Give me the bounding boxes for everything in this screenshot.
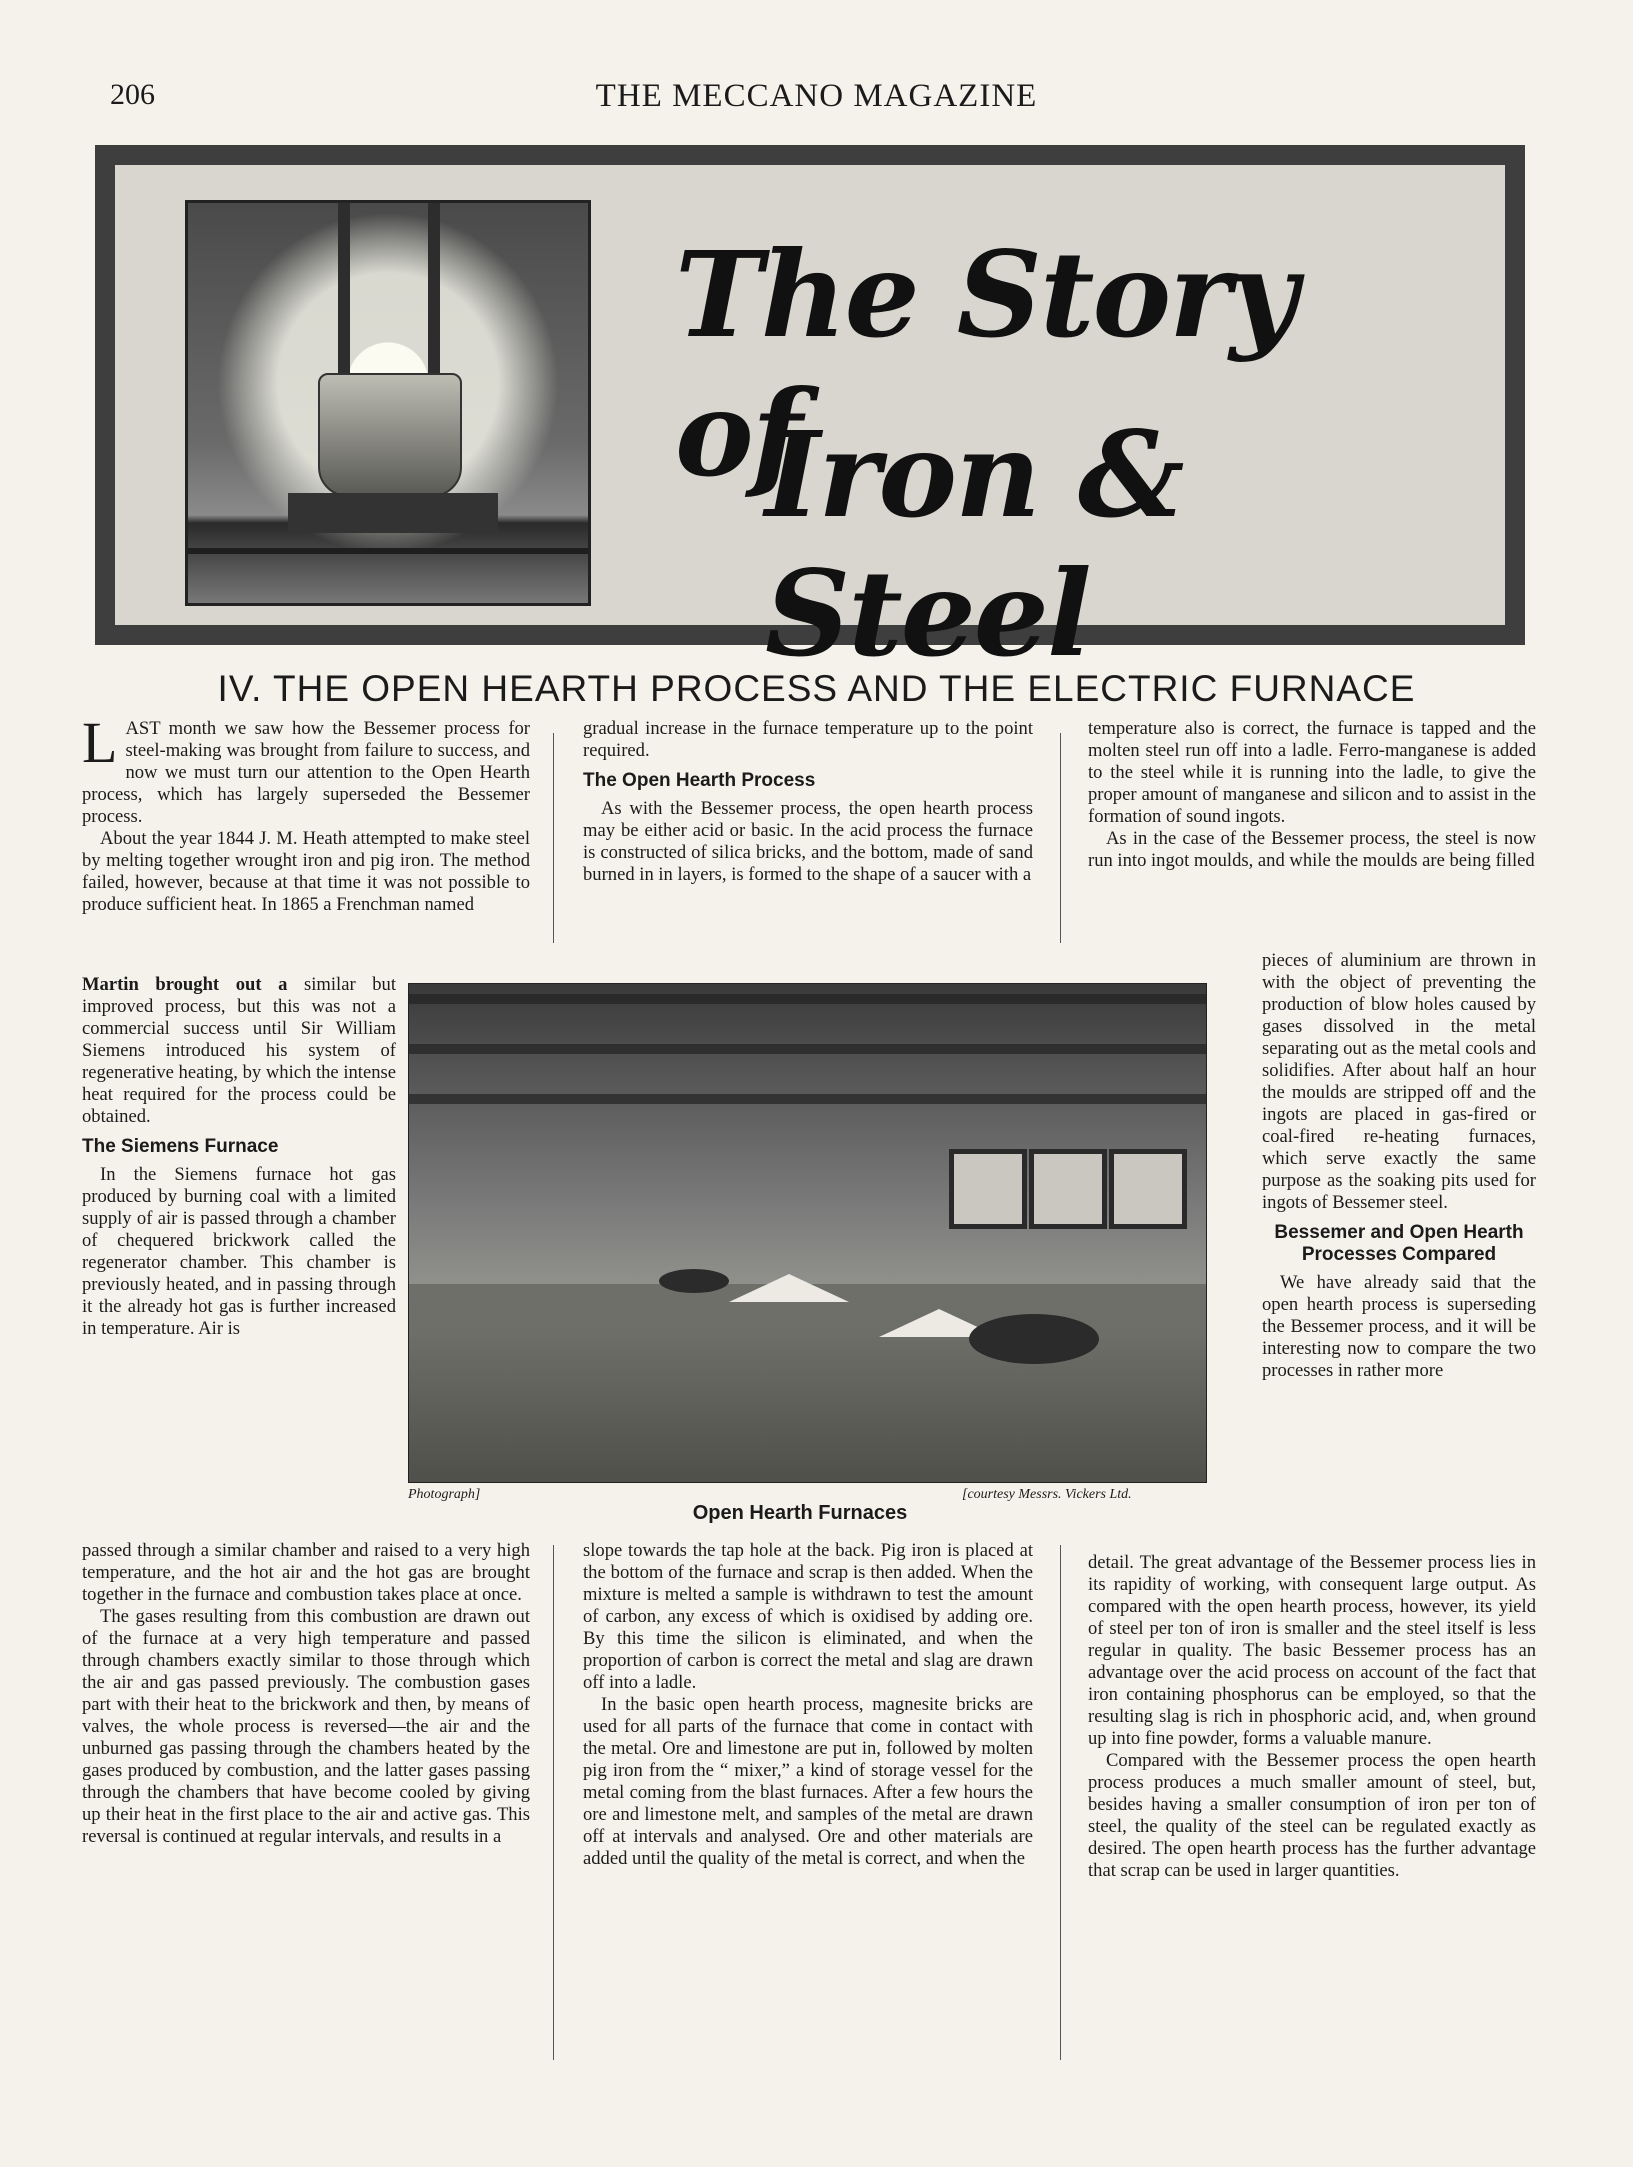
paragraph: As with the Bessemer process, the open hearth process may be either acid or basic. In the acid process the furnace is constructed of silica bricks, and the bottom, made of sand burned in in layers, is formed to the shape of a saucer with a xyxy=(583,798,1033,885)
magazine-title: THE MECCANO MAGAZINE xyxy=(595,78,1038,114)
drop-cap: L xyxy=(82,710,118,775)
paragraph: Compared with the Bessemer process the open hearth process produces a much smaller amount of steel, but, besides having a smaller consumption of iron per ton of steel, the quality of the steel can be regulated exactly as desired. The open hearth process has the further advantage that scrap can be used in larger quantities. xyxy=(1088,1750,1536,1881)
column-rule xyxy=(1060,1545,1061,2060)
column-rule xyxy=(1060,733,1061,943)
column-3-bottom xyxy=(1088,1552,1536,1882)
paragraph: As in the case of the Bessemer process, the steel is now run into ingot moulds, and while the moulds are being filled xyxy=(1088,828,1536,871)
column-3-top xyxy=(1088,718,1536,872)
paragraph: In the basic open hearth process, magnesite bricks are used for all parts of the furnace that come in contact with the metal. Ore and limestone are put in, followed by molten pig iron from the “ mixer,” a kind of storage vessel for the metal coming from the blast furnaces. After a few hours the ore and limestone melt, and samples of the metal are drawn off at intervals and analysed. Ore and other materials are added until the quality of the metal is correct, and when the xyxy=(583,1694,1033,1869)
paragraph: The gases resulting from this combustion are drawn out of the furnace at a very high temperature and passed through chambers exactly similar to those through which the air and gas passed previously. The combustion gases part with their heat to the brickwork and then, by means of valves, the whole process is reversed—the air and the unburned gas passing through the chambers heated by the gases produced by combustion, and the latter gases passing through the chambers that have become cooled by giving up their heat in the first place to the air and active gas. This reversal is continued at regular intervals, and results in a xyxy=(82,1606,530,1847)
banner-title-line2: Iron & Steel xyxy=(765,405,1183,683)
intro-paragraph: AST month we saw how the Bessemer process for steel-making was brought from failure to success, and now we must turn our attention to the Open Hearth process, which has largely superseded the Bessemer process. xyxy=(82,718,530,827)
title-banner xyxy=(95,145,1525,683)
column-1-narrow xyxy=(82,974,396,1340)
column-3-narrow xyxy=(1262,950,1536,1382)
paragraph: About the year 1844 J. M. Heath attempted to make steel by melting together wrought iron and pig iron. The method failed, however, because at that time it was not possible to produce sufficient heat. In 1865 a Frenchman named xyxy=(82,828,530,915)
bold-phrase: Martin brought out a xyxy=(82,974,288,995)
photo-caption: Open Hearth Furnaces xyxy=(692,1502,908,1524)
paragraph: detail. The great advantage of the Bessemer process lies in its rapidity of working, with consequent large output. As compared with the open hearth process, however, its yield of steel per ton of iron is smaller and the steel itself is less regular in quality. The basic Bessemer process has an advantage over the acid process on account of the fact that iron containing phosphorus can be employed, so that the resulting slag is rich in phosphoric acid, and, when ground up into fine powder, forms a valuable manure. xyxy=(1088,1552,1536,1749)
subheading-compared: Bessemer and Open Hearth Processes Compared xyxy=(1274,1222,1524,1265)
banner-illustration xyxy=(185,200,591,606)
paragraph: similar but improved process, but this was not a commercial success until Sir William Siemens introduced his system of regenerative heating, by which the intense heat required for the process could be obtained. xyxy=(82,974,396,1127)
column-1-top xyxy=(82,710,530,916)
paragraph: In the Siemens furnace hot gas produced by burning coal with a limited supply of air is passed through a chamber of chequered brickwork called the regenerator chamber. This chamber is previously heated, and in passing through it the already hot gas is further increased in temperature. Air is xyxy=(82,1164,396,1339)
paragraph: temperature also is correct, the furnace is tapped and the molten steel run off into a ladle. Ferro-manganese is added to the steel while it is running into the ladle, to give the proper amount of manganese and silicon and to assist in the formation of sound ingots. xyxy=(1088,718,1536,827)
photo-credit-left: Photograph] xyxy=(408,1487,481,1502)
furnace-photograph xyxy=(408,983,1207,1483)
page-number: 206 xyxy=(110,78,155,111)
section-title: IV. THE OPEN HEARTH PROCESS AND THE ELECTRIC FURNACE xyxy=(217,668,1416,709)
banner-title xyxy=(645,215,1445,683)
paragraph: passed through a similar chamber and raised to a very high temperature, and the hot air and the hot gas are brought together in the furnace and combustion takes place at once. xyxy=(82,1540,530,1605)
paragraph: We have already said that the open hearth process is superseding the Bessemer process, and it will be interesting now to compare the two processes in rather more xyxy=(1262,1272,1536,1381)
paragraph: slope towards the tap hole at the back. Pig iron is placed at the bottom of the furnace and scrap is then added. When the mixture is melted a sample is withdrawn to test the amount of carbon, any excess of which is oxidised by adding ore. By this time the silicon is eliminated, and when the proportion of carbon is correct the metal and slag are drawn off into a ladle. xyxy=(583,1540,1033,1693)
banner-title-line1: The Story of xyxy=(675,225,1296,503)
column-1-bottom xyxy=(82,1540,530,1848)
paragraph: pieces of aluminium are thrown in with the object of preventing the production of blow holes caused by gases dissolved in the metal separating out as the metal cools and solidifies. After about half an hour the moulds are stripped off and the ingots are placed in gas-fired or coal-fired re-heating furnaces, which serve exactly the same purpose as the soaking pits used for ingots of Bessemer steel. xyxy=(1262,950,1536,1213)
subheading-open-hearth: The Open Hearth Process xyxy=(583,770,816,791)
column-rule xyxy=(553,1545,554,2060)
column-2-top xyxy=(583,718,1033,886)
subheading-siemens: The Siemens Furnace xyxy=(82,1136,279,1157)
column-rule xyxy=(553,733,554,943)
column-2-bottom xyxy=(583,1540,1033,1870)
paragraph: gradual increase in the furnace temperature up to the point required. xyxy=(583,718,1033,761)
photo-credit-right: [courtesy Messrs. Vickers Ltd. xyxy=(962,1487,1132,1502)
